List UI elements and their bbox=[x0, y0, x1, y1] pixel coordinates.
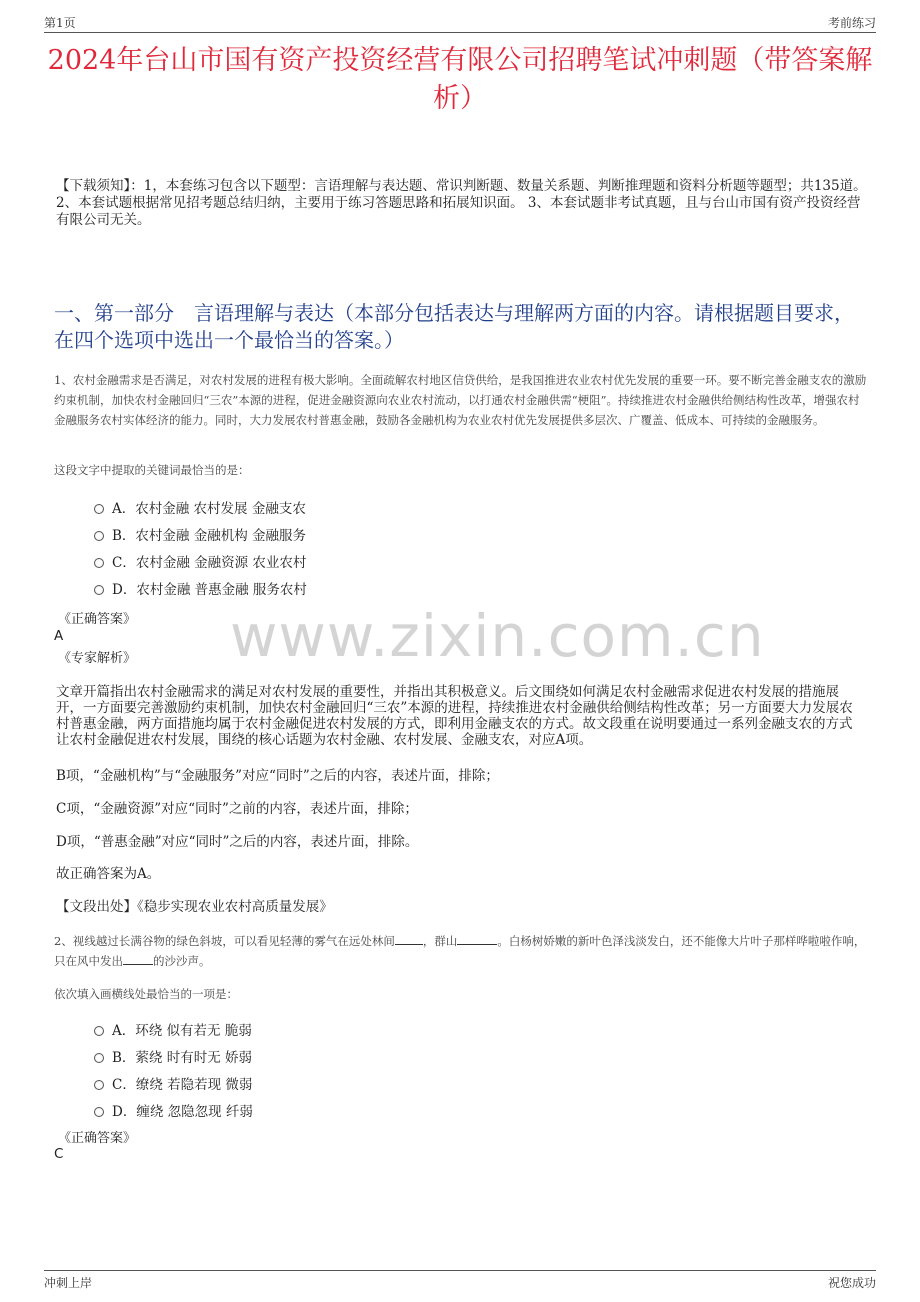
q1-option-d-analysis: D项，“普惠金融”对应“同时”之后的内容，表述片面，排除。 bbox=[56, 834, 419, 850]
radio-icon[interactable] bbox=[94, 1053, 104, 1063]
watermark: www.zixin.com.cn bbox=[230, 602, 765, 670]
q2-options bbox=[94, 1015, 253, 1123]
q2-option-b[interactable] bbox=[94, 1042, 253, 1069]
q1-option-c[interactable] bbox=[94, 547, 307, 574]
option-label: A．农村金融 农村发展 金融支农 bbox=[112, 500, 306, 517]
q1-options bbox=[94, 493, 307, 601]
stem-text: 2、视线越过长满谷物的绿色斜坡，可以看见轻薄的雾气在远处林间 bbox=[54, 934, 395, 948]
radio-icon[interactable] bbox=[94, 1107, 104, 1117]
radio-icon[interactable] bbox=[94, 558, 104, 568]
radio-icon[interactable] bbox=[94, 504, 104, 514]
q1-stem: 1、农村金融需求是否满足，对农村发展的进程有极大影响。全面疏解农村地区信贷供给，是我国推进农业农村优先发展的重要一环。要不断完善金融支农的激励约束机制，加快农村金融回归“三农”本源的进程，促进金融资源向农业农村流动，以打通农村金融供需“梗阻”。持续推进农村金融供给侧结构性改革，增强农村金融服务农村实体经济的能力。同时，大力发展农村普惠金融，鼓励各金融机构为农业农村优先发展提供多层次、广覆盖、低成本、可持续的金融服务。 bbox=[54, 373, 867, 427]
option-label: C．农村金融 金融资源 农业农村 bbox=[112, 554, 307, 571]
radio-icon[interactable] bbox=[94, 1080, 104, 1090]
footer-right: 祝您成功 bbox=[827, 1276, 876, 1290]
q1-option-a[interactable] bbox=[94, 493, 307, 520]
q1-option-c-analysis: C项，“金融资源”对应“同时”之前的内容，表述片面，排除； bbox=[56, 801, 418, 817]
option-label: D．农村金融 普惠金融 服务农村 bbox=[112, 581, 307, 598]
section-heading: 一、第一部分 言语理解与表达（本部分包括表达与理解两方面的内容。请根据题目要求，在四个选项中选出一个最恰当的答案。） bbox=[54, 301, 854, 352]
q2-answer: C bbox=[54, 1146, 64, 1162]
stem-text: 的沙沙声。 bbox=[153, 954, 211, 968]
page-header bbox=[44, 14, 876, 33]
q1-source: 【文段出处】《稳步实现农业农村高质量发展》 bbox=[56, 899, 333, 915]
page-number: 第1页 bbox=[44, 16, 76, 30]
q2-stem bbox=[54, 931, 870, 971]
q1-answer: A bbox=[54, 628, 64, 644]
option-label: B．农村金融 金融机构 金融服务 bbox=[112, 527, 307, 544]
q2-option-a[interactable] bbox=[94, 1015, 253, 1042]
fill-blank bbox=[395, 944, 423, 945]
option-label: A．环绕 似有若无 脆弱 bbox=[112, 1022, 252, 1039]
q1-question: 这段文字中提取的关键词最恰当的是： bbox=[54, 463, 250, 477]
document-title: 2024年台山市国有资产投资经营有限公司招聘笔试冲刺题（带答案解析） bbox=[47, 45, 873, 114]
fill-blank bbox=[457, 944, 497, 945]
radio-icon[interactable] bbox=[94, 585, 104, 595]
radio-icon[interactable] bbox=[94, 531, 104, 541]
download-notice: 【下载须知】：1，本套练习包含以下题型：言语理解与表达题、常识判断题、数量关系题、判断推理题和资料分析题等题型；共135道。 2、本套试题根据常见招考题总结归纳，主要用于练习答题思路和拓展知识面。 3、本套试题非考试真题，且与台山市国有资产投资经营有限公司无关。 bbox=[56, 178, 867, 228]
q2-question: 依次填入画横线处最恰当的一项是： bbox=[54, 987, 238, 1001]
q1-option-b-analysis: B项，“金融机构”与“金融服务”对应“同时”之后的内容，表述片面，排除； bbox=[56, 768, 499, 784]
option-label: C．缭绕 若隐若现 微弱 bbox=[112, 1076, 253, 1093]
footer-left: 冲刺上岸 bbox=[44, 1276, 93, 1290]
option-label: B．萦绕 时有时无 娇弱 bbox=[112, 1049, 253, 1066]
q1-option-d[interactable] bbox=[94, 574, 307, 601]
q1-answer-label: 《正确答案》 bbox=[58, 612, 137, 627]
header-label: 考前练习 bbox=[827, 16, 876, 30]
stem-text: 。白杨树娇嫩的新叶色泽浅淡发白，还不能像大片叶子那样哗啦啦作响，只在风中发出 bbox=[54, 934, 866, 968]
fill-blank bbox=[123, 964, 153, 965]
q2-option-c[interactable] bbox=[94, 1069, 253, 1096]
q1-analysis-label: 《专家解析》 bbox=[58, 651, 137, 666]
radio-icon[interactable] bbox=[94, 1026, 104, 1036]
option-label: D．缠绕 忽隐忽现 纤弱 bbox=[112, 1103, 253, 1120]
q2-option-d[interactable] bbox=[94, 1096, 253, 1123]
q1-option-b[interactable] bbox=[94, 520, 307, 547]
q1-analysis: 文章开篇指出农村金融需求的满足对农村发展的重要性，并指出其积极意义。后文围绕如何满足农村金融需求促进农村发展的措施展开，一方面要完善激励约束机制，加快农村金融回归“三农”本源的进程，持续推进农村金融供给侧结构性改革；另一方面要大力发展农村普惠金融，两方面措施均属于农村金融促进农村发展的方式，即利用金融支农的方式。故文段重在说明要通过一系列金融支农的方式让农村金融促进农村发展，围绕的核心话题为农村金融、农村发展、金融支农，对应A项。 bbox=[56, 684, 853, 748]
q2-answer-label: 《正确答案》 bbox=[58, 1131, 137, 1146]
page-footer bbox=[44, 1270, 876, 1289]
q1-conclusion: 故正确答案为A。 bbox=[56, 866, 161, 882]
stem-text: ，群山 bbox=[422, 934, 458, 948]
